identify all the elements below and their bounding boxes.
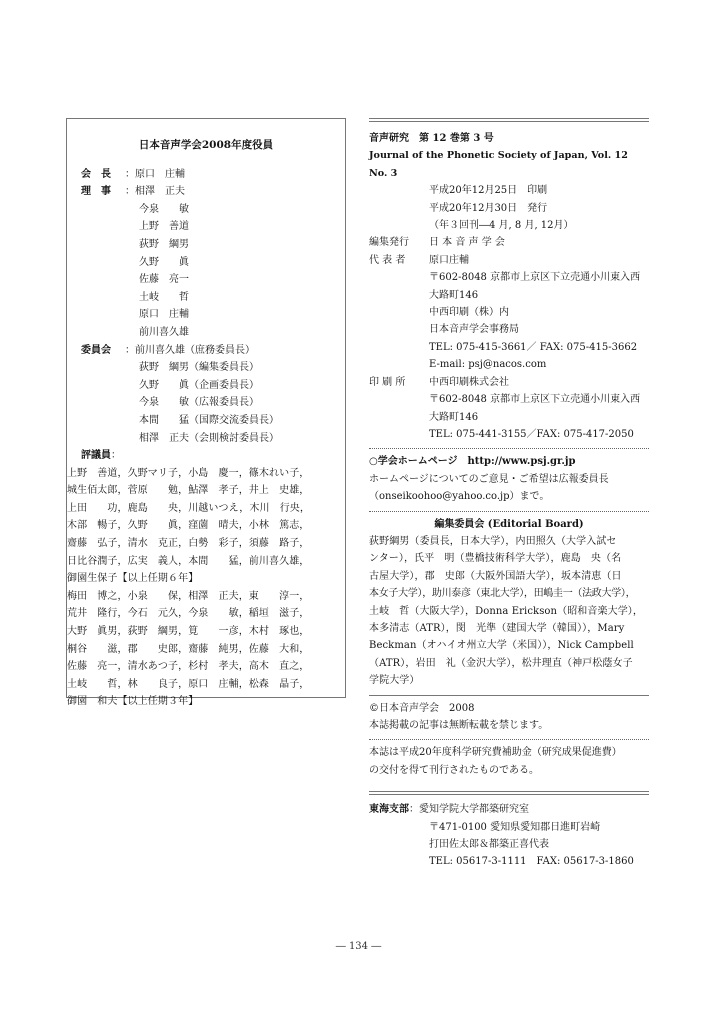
councilor-line: 佐藤 亮一，清水あつ子，杉村 孝夫，高木 直之， bbox=[67, 661, 310, 673]
councilor-line: 上野 善道，久野マリ子，小島 慶一，篠木れい子， bbox=[67, 467, 310, 479]
homepage-label: ○学会ホームページ http://www.psj.gr.jp bbox=[369, 456, 576, 468]
president-row bbox=[81, 166, 345, 184]
frequency: （年３回刊―4 月, 8 月, 12月） bbox=[429, 220, 574, 232]
address-line: 中西印刷（株）内 bbox=[429, 307, 509, 319]
councilor-line: 齋藤 弘子，清水 克正，白勢 彩子，須藤 路子， bbox=[67, 538, 310, 550]
grant-line: 本誌は平成20年度科学研究費補助金（研究成果促進費） bbox=[369, 747, 622, 759]
branch-sep: ： bbox=[409, 804, 419, 816]
committee-row bbox=[81, 342, 345, 360]
director-name: 前川喜久雄 bbox=[139, 326, 189, 338]
board-member-line: 学院大学） bbox=[369, 675, 420, 687]
councilor-line: 木部 暢子，久野 眞，窪薗 晴夫，小林 篤志， bbox=[67, 520, 310, 532]
journal-title-jp: 音声研究 第 12 巻第 3 号 bbox=[369, 133, 494, 144]
councilor-line: 桐谷 滋，郡 史郎，齋藤 純男，佐藤 大和， bbox=[67, 643, 310, 655]
top-rule bbox=[369, 118, 649, 122]
committee-member: 本間 猛（国際交流委員長） bbox=[139, 414, 279, 426]
representative-label: 代 表 者 bbox=[369, 254, 406, 266]
president-sep: ： bbox=[125, 168, 135, 180]
board-member-line: 土岐 哲（大阪大学），Donna Erickson（昭和音楽大学）， bbox=[369, 605, 643, 617]
printer-row bbox=[369, 374, 649, 391]
grant-line: の交付を得て刊行されたものである。 bbox=[369, 764, 539, 776]
address-line: 大路町146 bbox=[429, 289, 479, 301]
councilors-sep: ： bbox=[111, 450, 121, 462]
branch-label: 東海支部 bbox=[369, 804, 409, 816]
officers-title: 日本音声学会2008年度役員 bbox=[138, 139, 274, 151]
colophon-column bbox=[369, 118, 649, 871]
directors-row bbox=[81, 183, 345, 201]
dotted-divider bbox=[369, 511, 649, 512]
editor-value: 日 本 音 声 学 会 bbox=[429, 237, 505, 249]
board-member-line: 本女子大学），助川泰彦（東北大学），田嶋圭一（法政大学）， bbox=[369, 588, 636, 600]
board-member-line: （ATR），岩田 礼（金沢大学），松井理直（神戸松蔭女子 bbox=[369, 657, 633, 669]
councilor-line: 土岐 哲，林 良子，原口 庄輔，松森 晶子， bbox=[67, 678, 310, 690]
councilor-line: 日比谷潤子，広実 義人，本間 猛，前川喜久雄， bbox=[67, 555, 310, 567]
printer-address-line: 〒602-8048 京都市上京区下立売通小川東入西 bbox=[429, 394, 641, 406]
councilor-line: 城生佰太郎，菅原 勉，鮎澤 孝子，井上 史雄， bbox=[67, 485, 310, 497]
dotted-divider bbox=[369, 739, 649, 740]
director-name: 荻野 綱男 bbox=[139, 238, 189, 250]
director-name: 今泉 敏 bbox=[139, 203, 189, 215]
committee-member: 荻野 綱男（編集委員長） bbox=[139, 362, 259, 374]
directors-sep: ： bbox=[125, 186, 135, 198]
director-name: 上野 善道 bbox=[139, 221, 189, 233]
editorial-board-title: 編集委員会 (Editorial Board) bbox=[434, 518, 584, 530]
board-member-line: 古屋大学），郡 史郎（大阪外国語大学），坂本清恵（日 bbox=[369, 570, 622, 582]
editor-row bbox=[369, 234, 649, 251]
committee-member: 前川喜久雄（庶務委員長） bbox=[135, 344, 255, 356]
councilors-row bbox=[81, 447, 345, 465]
councilor-line: 荒井 隆行，今石 元久，今泉 敏，稲垣 滋子， bbox=[67, 608, 310, 620]
copyright-line: ©日本音声学会 2008 bbox=[369, 702, 475, 714]
branch-contact: TEL: 05617-3-1111 FAX: 05617-3-1860 bbox=[429, 856, 634, 868]
branch-row bbox=[369, 801, 649, 818]
director-name: 相澤 正夫 bbox=[135, 186, 185, 198]
printer-value: 中西印刷株式会社 bbox=[429, 376, 509, 388]
board-member-line: ンター），氏平 明（豊橋技術科学大学），鹿島 央（名 bbox=[369, 553, 622, 565]
committee-member: 相澤 正夫（会則検討委員長） bbox=[139, 432, 279, 444]
branch-name: 愛知学院大学都築研究室 bbox=[419, 804, 529, 816]
councilor-line: 大野 眞男，荻野 綱男，筧 一彦，木村 琢也， bbox=[67, 626, 310, 638]
councilors-role: 評議員 bbox=[81, 450, 111, 462]
contact-phone: TEL: 075-415-3661／ FAX: 075-415-3662 bbox=[429, 341, 638, 353]
contact-email: E-mail: psj@nacos.com bbox=[429, 359, 547, 371]
issue-date: 平成20年12月30日 発行 bbox=[429, 202, 548, 214]
officers-panel bbox=[66, 118, 346, 708]
print-date: 平成20年12月25日 印刷 bbox=[429, 185, 548, 197]
director-name: 原口 庄輔 bbox=[139, 309, 189, 321]
director-name: 佐藤 亮一 bbox=[139, 274, 189, 286]
councilor-line: 上田 功，鹿島 央，川越いつえ，木川 行央， bbox=[67, 502, 310, 514]
dotted-divider bbox=[369, 448, 649, 449]
representative-value: 原口庄輔 bbox=[429, 254, 469, 266]
director-name: 土岐 哲 bbox=[139, 291, 189, 303]
representative-row bbox=[369, 252, 649, 269]
committee-member: 久野 眞（企画委員長） bbox=[139, 379, 259, 391]
page-number: ― 134 ― bbox=[335, 941, 382, 952]
printer-phone: TEL: 075-441-3155／FAX: 075-417-2050 bbox=[429, 428, 634, 440]
solid-divider bbox=[369, 695, 649, 696]
board-member-line: 荻野綱男（委員長，日本大学），内田照久（大学入試セ bbox=[369, 535, 617, 547]
journal-title-en: Journal of the Phonetic Society of Japan, Vol. 12 No. 3 bbox=[369, 150, 628, 179]
editor-label: 編集発行 bbox=[369, 237, 409, 249]
branch-rule bbox=[369, 791, 649, 795]
printer-label: 印 刷 所 bbox=[369, 376, 406, 388]
president-name: 原口 庄輔 bbox=[135, 168, 185, 180]
branch-address: 〒471-0100 愛知県愛知郡日進町岩崎 bbox=[429, 821, 601, 833]
homepage-note: ホームページについてのご意見・ご希望は広報委員長 bbox=[369, 473, 609, 485]
directors-role: 理 事 bbox=[81, 186, 111, 198]
board-member-line: 本多清志（ATR），閔 光準（建国大学（韓国）），Mary bbox=[369, 622, 625, 634]
committee-sep: ： bbox=[125, 344, 135, 356]
address-line: 日本音声学会事務局 bbox=[429, 324, 519, 336]
printer-address-line: 大路町146 bbox=[429, 411, 479, 423]
address-line: 〒602-8048 京都市上京区下立売通小川東入西 bbox=[429, 272, 641, 284]
committee-role: 委員会 bbox=[81, 344, 111, 356]
president-role: 会 長 bbox=[81, 168, 111, 180]
homepage-email: （onseikoohoo@yahoo.co.jp）まで。 bbox=[369, 491, 550, 503]
board-member-line: Beckman（オハイオ州立大学（米国）），Nick Campbell bbox=[369, 640, 634, 652]
councilor-line: 梅田 博之，小泉 保，相澤 正夫，東 淳一， bbox=[67, 590, 310, 602]
councilor-line: 御園 和夫【以上任期３年】 bbox=[67, 696, 199, 708]
reprint-notice: 本誌掲載の記事は無断転載を禁じます。 bbox=[369, 720, 549, 731]
councilor-line: 御園生保子【以上任期６年】 bbox=[67, 573, 199, 585]
committee-member: 今泉 敏（広報委員長） bbox=[139, 397, 259, 409]
branch-representative: 打田佐太郎＆都築正喜代表 bbox=[429, 839, 549, 851]
director-name: 久野 眞 bbox=[139, 256, 189, 268]
